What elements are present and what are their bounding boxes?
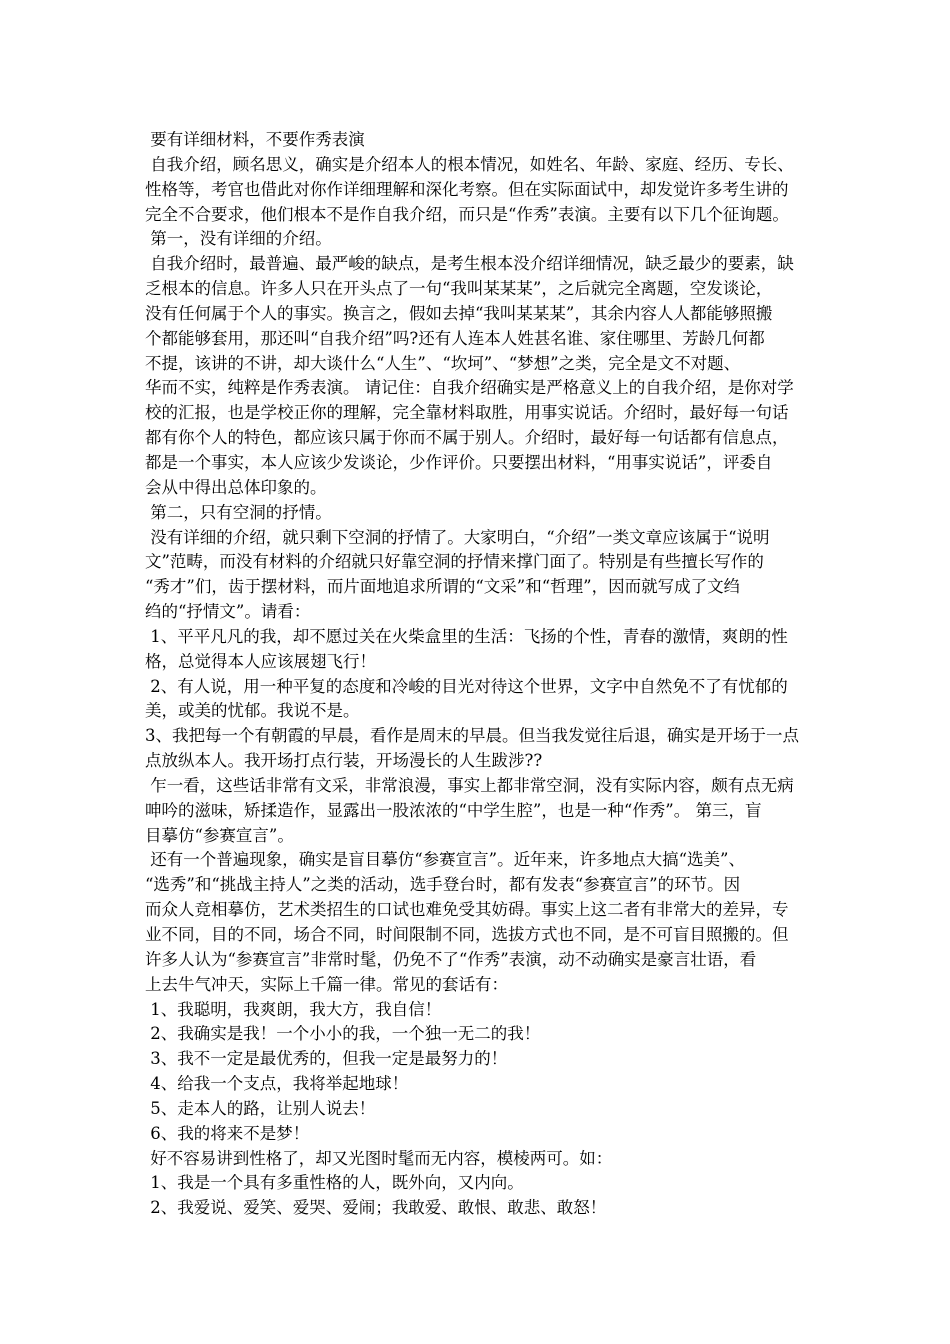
text-line: 个都能够套用，那还叫“自我介绍”吗?还有人连本人姓甚名谁、家住哪里、芳龄几何都 [145,328,765,348]
text-line: 文”范畴，而没有材料的介绍就只好靠空洞的抒情来撑门面了。特别是有些擅长写作的 [145,552,764,572]
text-line: 许多人认为“参赛宣言”非常时髦，仍免不了“作秀”表演，动不动确实是豪言壮语，看 [145,949,757,969]
text-line: 都是一个事实，本人应该少发谈论，少作评价。只要摆出材料，“用事实说话”，评委自 [145,452,773,472]
list-item: 3、我不一定是最优秀的，但我一定是最努力的！ [145,1049,508,1069]
section-heading-2: 第二，只有空洞的抒情。 [145,502,332,522]
list-item: 4、给我一个支点，我将举起地球！ [145,1074,409,1094]
text-line: 乍一看，这些话非常有文采，非常浪漫，事实上都非常空洞，没有实际内容，颇有点无病 [145,775,794,795]
text-line: “秀才”们，齿于摆材料，而片面地追求所谓的“文采”和“哲理”，因而就写成了文绉 [145,577,741,597]
text-line: 美，或美的忧郁。我说不是。 [145,701,360,721]
text-line: “选秀”和“挑战主持人”之类的活动，选手登台时，都有发表“参赛宣言”的环节。因 [145,875,741,895]
text-line: 没有任何属于个人的事实。换言之，假如去掉“我叫某某某”，其余内容人人都能够照搬 [145,303,773,323]
list-item: 1、我聪明，我爽朗，我大方，我自信！ [145,999,442,1019]
document-body [145,128,815,1221]
text-line: 完全不合要求，他们根本不是作自我介绍，而只是“作秀”表演。主要有以下几个征询题。 [145,204,789,224]
document-title: 要有详细材料，不要作秀表演 [145,130,365,149]
text-line: 性格等，考官也借此对你作详细理解和深化考察。但在实际面试中，却发觉许多考生讲的 [145,179,789,199]
text-line: 上去牛气冲天，实际上千篇一律。常见的套话有： [145,974,508,994]
list-item: 1、我是一个具有多重性格的人，既外向，又内向。 [145,1173,524,1193]
list-item: 2、有人说，用一种平复的态度和冷峻的目光对待这个世界，文字中自然免不了有忧郁的 [145,676,788,696]
text-line: 点放纵本人。我开场打点行装，开场漫长的人生跋涉?? [145,751,543,771]
text-line: 不提，该讲的不讲，却大谈什么“人生”、“坎坷”、“梦想”之类，完全是文不对题、 [145,353,741,373]
list-item: 2、我确实是我！一个小小的我，一个独一无二的我！ [145,1024,541,1044]
text-line: 呻吟的滋味，矫揉造作，显露出一股浓浓的“中学生腔”，也是一种“作秀”。 第三，盲 [145,800,762,820]
text-line: 没有详细的介绍，就只剩下空洞的抒情了。大家明白，“介绍”一类文章应该属于“说明 [145,527,770,547]
list-item: 1、平平凡凡的我，却不愿过关在火柴盒里的生活：飞扬的个性，青春的激情，爽朗的性 [145,626,788,646]
text-line: 自我介绍，顾名思义，确实是介绍本人的根本情况，如姓名、年龄、家庭、经历、专长、 [145,154,794,174]
text-line: 而众人竞相摹仿，艺术类招生的口试也难免受其妨碍。事实上这二者有非常大的差异，专 [145,900,789,920]
text-line: 会从中得出总体印象的。 [145,477,327,497]
list-item: 6、我的将来不是梦！ [145,1123,310,1143]
text-line: 好不容易讲到性格了，却又光图时髦而无内容，模棱两可。如： [145,1148,613,1168]
section-heading-1: 第一，没有详细的介绍。 [145,229,332,249]
text-line: 校的汇报，也是学校正你的理解，完全靠材料取胜，用事实说话。介绍时，最好每一句话 [145,403,789,423]
text-line: 业不同，目的不同，场合不同，时间限制不同，选拔方式也不同，是不可盲目照搬的。但 [145,925,789,944]
text-line: 绉的“抒情文”。请看： [145,602,311,622]
text-line: 自我介绍时，最普遍、最严峻的缺点，是考生根本没介绍详细情况，缺乏最少的要素，缺 [145,254,794,274]
text-line: 目摹仿“参赛宣言”。 [145,825,294,845]
text-line: 还有一个普遍现象，确实是盲目摹仿“参赛宣言”。近年来，许多地点大搞“选美”、 [145,850,745,870]
text-line: 都有你个人的特色，都应该只属于你而不属于别人。介绍时，最好每一句话都有信息点， [145,428,789,448]
list-item: 2、我爱说、爱笑、爱哭、爱闹；我敢爱、敢恨、敢悲、敢怒！ [145,1198,607,1218]
list-item: 5、走本人的路，让别人说去！ [145,1098,376,1118]
text-line: 华而不实，纯粹是作秀表演。 请记住：自我介绍确实是严格意义上的自我介绍，是你对学 [145,378,794,398]
text-line: 格，总觉得本人应该展翅飞行！ [145,651,376,671]
list-item: 3、我把每一个有朝霞的早晨，看作是周末的早晨。但当我发觉往后退，确实是开场于一点 [145,726,799,746]
text-line: 乏根本的信息。许多人只在开头点了一句“我叫某某某”，之后就完全离题，空发谈论， [145,279,773,299]
